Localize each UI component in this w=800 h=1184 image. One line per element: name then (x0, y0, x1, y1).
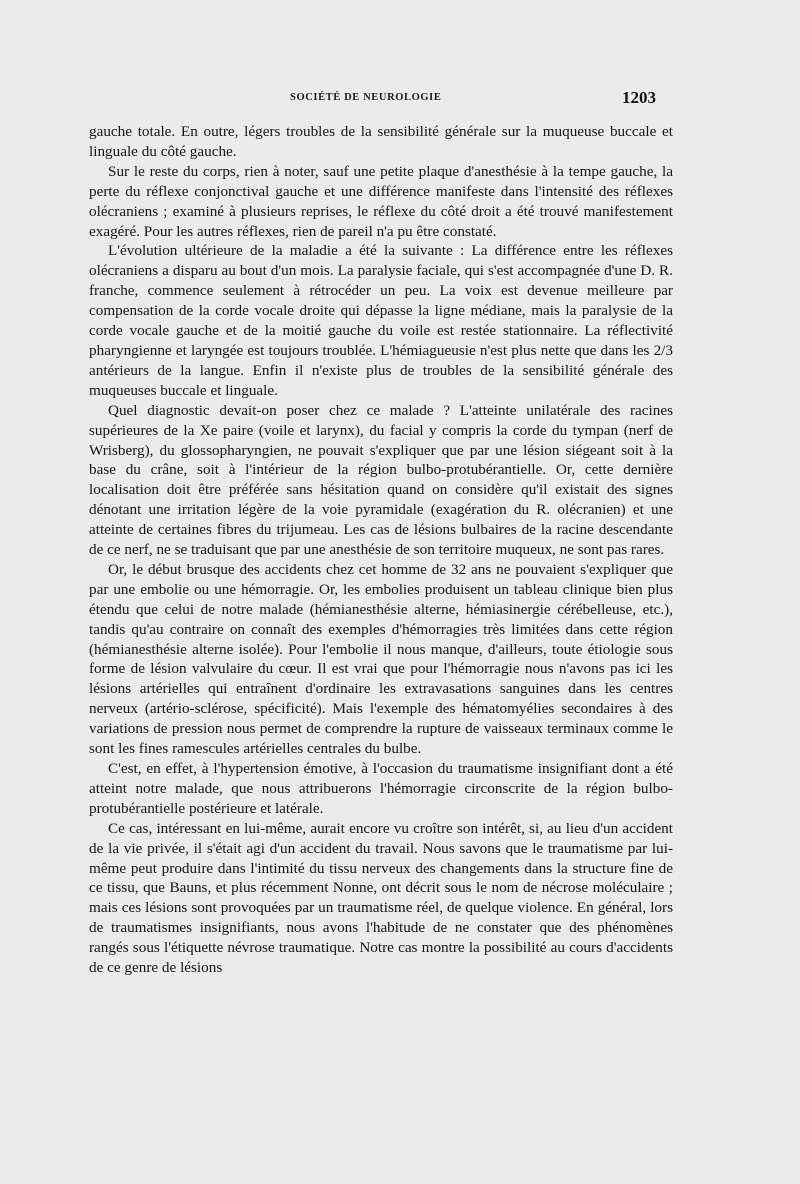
paragraph-3: L'évolution ultérieure de la maladie a été la suivante : La différence entre les réflexes olécraniens a disparu au bout d'un mois. La paralysie faciale, qui s'est accompagnée d'une D. R. franche, commence seulement à rétrocéder un peu. La voix est devenue meilleure par compensation de la corde vocale droite qui dépasse la ligne médiane, mais la paralysie de la corde vocale gauche et de la moitié gauche du voile est restée stationnaire. La réflectivité pharyngienne et laryngée est toujours troublée. L'hémiagueusie n'est plus nette que dans les 2/3 antérieurs de la langue. Enfin il n'existe plus de troubles de la sensibilité générale des muqueuses buccale et linguale. (89, 242, 673, 399)
paragraph-2: Sur le reste du corps, rien à noter, sauf une petite plaque d'anesthésie à la tempe gauche, la perte du réflexe conjonctival gauche et une différence manifeste dans l'intensité des réflexes olécraniens ; examiné à plusieurs reprises, le réflexe du côté droit a été trouvé manifestement exagéré. Pour les autres réflexes, rien de pareil n'a pu être constaté. (89, 162, 673, 240)
paragraph-7: Ce cas, intéressant en lui-même, aurait encore vu croître son intérêt, si, au lieu d'un accident de la vie privée, il s'était agi d'un accident du travail. Nous savons que le traumatisme par lui-même peut produire dans l'intimité du tissu nerveux des changements dans la structure fine de ce tissu, que Bauns, et plus récemment Nonne, ont décrit sous le nom de nécrose moléculaire ; mais ces lésions sont provoquées par un traumatisme réel, de quelque violence. En général, lors de traumatismes insignifiants, nous avons l'habitude de ne constater que des phénomènes rangés sous l'étiquette névrose traumatique. Notre cas montre la possibilité au cours d'accidents de ce genre de lésions (89, 819, 673, 977)
paragraph-1: gauche totale. En outre, légers troubles de la sensibilité générale sur la muqueuse buccale et linguale du côté gauche. (89, 123, 673, 160)
running-title: SOCIÉTÉ DE NEUROLOGIE (290, 92, 442, 103)
paragraph-6: C'est, en effet, à l'hypertension émotive, à l'occasion du traumatisme insignifiant dont a été atteint notre malade, que nous attribuerons l'hémorragie circonscrite de la région bulbo-protubérantielle postérieure et latérale. (89, 760, 673, 817)
paragraph-4: Quel diagnostic devait-on poser chez ce malade ? L'atteinte unilatérale des racines supérieures de la Xe paire (voile et larynx), du facial y compris la corde du tympan (nerf de Wrisberg), du glossopharyngien, ne pouvait s'expliquer que par une lésion siégeant soit à la base du crâne, soit à l'intérieur de la région bulbo-protubérantielle. Or, cette dernière localisation doit être préférée sans hésitation quand on considère qu'il existait des signes dénotant une irritation légère de la voie pyramidale (exagération du R. olécranien) et une atteinte de certaines fibres du trijumeau. Les cas de lésions bulbaires de la racine descendante de ce nerf, ne se traduisant que par une anesthésie de son territoire muqueux, ne sont pas rares. (89, 401, 673, 559)
body-text (89, 122, 673, 978)
page-header (0, 88, 800, 112)
paragraph-5: Or, le début brusque des accidents chez cet homme de 32 ans ne pouvaient s'expliquer que par une embolie ou une hémorragie. Or, les embolies produisent un tableau clinique bien plus étendu que celui de notre malade (hémianesthésie alterne, hémiasinergie cérébelleuse, etc.), tandis qu'au contraire on connaît des exemples d'hémorragies très limitées dans cette région (hémianesthésie alterne isolée). Pour l'embolie il nous manque, d'ailleurs, toute étiologie sous forme de lésion valvulaire du cœur. Il est vrai que pour l'hémorragie nous n'avons pas ici les lésions artérielles qui entraînent d'ordinaire les extravasations sanguines dans les centres nerveux (artério-sclérose, spécificité). Mais l'exemple des hématomyélies secondaires à des variations de pression nous permet de comprendre la rupture de vaisseaux terminaux comme le sont les fines ramescules artérielles centrales du bulbe. (89, 560, 673, 758)
page-number: 1203 (622, 88, 656, 107)
